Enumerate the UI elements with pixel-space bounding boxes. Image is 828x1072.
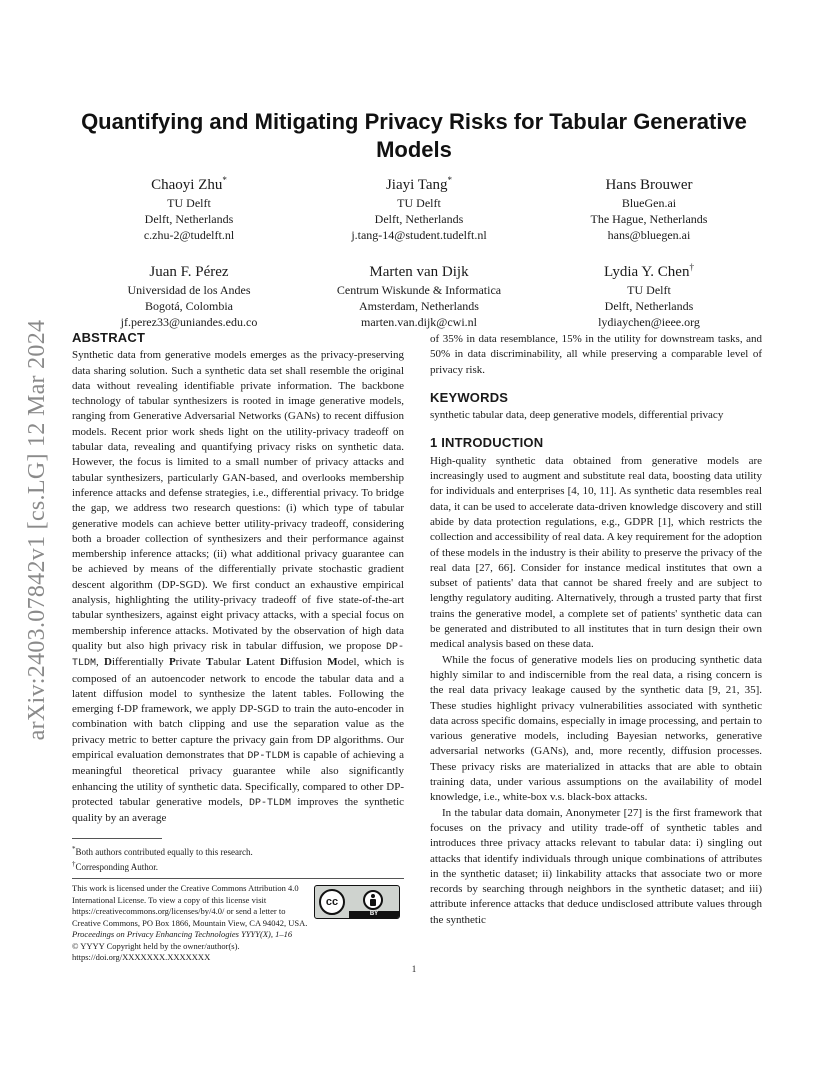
author-location: Delft, Netherlands (374, 212, 464, 226)
author-card (304, 257, 534, 330)
author-email: hans@bluegen.ai (607, 228, 691, 242)
license-text: This work is licensed under the Creative Commons Attribution 4.0 International License. To view a copy of this license visit https://creativecommons.org/licenses/by/4.0/ or send a letter to Creative Commons, PO Box 1866, Mountain View, CA 94042, USA. (72, 883, 308, 928)
author-name: Marten van Dijk (369, 264, 469, 280)
author-location: The Hague, Netherlands (590, 212, 708, 226)
author-affiliation: TU Delft (627, 283, 671, 297)
doi-link[interactable]: https://doi.org/XXXXXXX.XXXXXXX (72, 952, 211, 962)
author-email: marten.van.dijk@cwi.nl (360, 315, 478, 329)
keywords-heading: KEYWORDS (430, 389, 509, 405)
author-location: Amsterdam, Netherlands (359, 299, 479, 313)
left-column (72, 330, 404, 827)
author-location: Bogotá, Colombia (145, 299, 233, 313)
author-name: Chaoyi Zhu* (151, 175, 227, 193)
abstract-continuation: of 35% in data resemblance, 15% in the utility for downstream tasks, and 50% in data discriminability, all while preserving a comparable level of privacy risk. (430, 333, 762, 376)
author-email: jf.perez33@uniandes.edu.co (120, 315, 258, 329)
author-location: Delft, Netherlands (144, 212, 234, 226)
abstract-heading: ABSTRACT (72, 330, 146, 345)
author-name: Hans Brouwer (605, 177, 693, 193)
author-affiliation: TU Delft (167, 196, 211, 210)
author-card (534, 257, 764, 330)
author-email: j.tang-14@student.tudelft.nl (351, 228, 487, 242)
author-card (534, 170, 764, 243)
author-affiliation: TU Delft (397, 196, 441, 210)
author-card (74, 170, 304, 243)
paper-title: Quantifying and Mitigating Privacy Risks for Tabular Generative Models (81, 109, 747, 162)
model-name: DP-TLDM (247, 751, 290, 763)
proceedings-line: Proceedings on Privacy Enhancing Technologies YYYY(X), 1–16 (72, 929, 293, 939)
model-name: DP-TLDM (72, 641, 404, 670)
license-block (72, 878, 404, 964)
author-card (74, 257, 304, 330)
intro-paragraph: High-quality synthetic data obtained from generative models are increasingly used to augment and substitute real data, boosting data utility for individuals and enterprises [4, 10, 11]. As synthetic data resembles real data, it can be used to accelerate data-driven knowledge discovery and still abide by data protection regulations, e.g., GDPR [1], which restricts the collection and accessibility of real data. A key requirement for the adoption of these models in the industry is their ability to preserve the privacy of the real data [27, 66]. Consider for instance medical institutes that own a subset of patients' data that cannot be shared freely and are subject to lengthy regulatory auditing. Alternatively, through a trusted party that first trains the generative model, a complete set of patients' synthetic data can be generated and distributed to all institutes that in turn design their own medical analysis based on these data. (430, 454, 762, 651)
cc-by-badge-icon: cc BY (314, 885, 400, 919)
author-name: Jiayi Tang* (385, 175, 453, 193)
footnote-equal-contribution: *Both authors contributed equally to this research. (72, 845, 253, 857)
author-block (74, 170, 764, 330)
author-card (304, 170, 534, 243)
author-email: c.zhu-2@tudelft.nl (143, 228, 235, 242)
author-location: Delft, Netherlands (604, 299, 694, 313)
author-affiliation: BlueGen.ai (621, 196, 677, 210)
abstract-text: Synthetic data from generative models emerges as the privacy-preserving data sharing solution. Such a synthetic data set shall resemble the original data without revealing identifiable private information. The backbone technology of tabular synthesizers is rooted in image generative models, ranging from Generative Adversarial Networks (GANs) to recent diffusion models. Recent prior work sheds light on the utility-privacy tradeoff on tabular data, revealing and quantifying privacy risks on synthetic data. However, the focus is limited to a small number of privacy attacks and tabular synthesizers, particularly GAN-based, and overlooks membership inference attacks and defense strategies, i.e., differential privacy. To bridge the gap, we address two research questions: (i) which type of tabular generative models can achieve better utility-privacy tradeoff, considering both a broader collection of synthesizers and their performance against membership inference attacks; (ii) what additional privacy guarantee can be achieved by means of the differentially private stochastic gradient descent algorithm (DP-SGD). We first conduct an exhaustive empirical analysis, highlighting the utility-privacy tradeoff of five state-of-the-art tabular synthesizers, against eight privacy attacks, with a special focus on membership inference attacks. Motivated by the observation of high data quality but also high privacy risk in tabular diffusion, we propose DP-TLDM, Differentially Private Tabular Latent Diffusion Model, which is composed of an autoencoder network to encode the tabular data and a latent diffusion model to synthesize the latent tables. Following the emerging f-DP framework, we apply DP-SGD to train the auto-encoder in combination with batch clipping and use the separation value as the privacy metric to better capture the privacy gain from DP algorithms. Our empirical evaluation demonstrates that DP-TLDM is capable of achieving a meaningful theoretical privacy guarantee while also significantly enhancing the utility of synthetic data. Specifically, compared to other DP-protected tabular generative models, DP-TLDM improves the synthetic quality by an average (72, 349, 405, 825)
arxiv-identifier: arXiv:2403.07842v1 [cs.LG] 12 Mar 2024 (24, 319, 50, 741)
author-affiliation: Universidad de los Andes (127, 283, 251, 297)
intro-paragraph: In the tabular data domain, Anonymeter [27] is the first framework that focuses on the privacy and utility trade-off of synthetic tables and introduces three privacy attacks relevant to tabular data: i) singling out attacks that identify individuals through unique combinations of attributes in the synthetic dataset; ii) linkability attacks that associate two or more records by searching through neighbors in the synthetic dataset; and iii) attribute inference attacks that deduce undisclosed attribute values through the synthetic (430, 806, 762, 926)
right-column (430, 332, 762, 928)
footnotes (72, 838, 404, 873)
page-number: 1 (411, 964, 417, 974)
model-name: DP-TLDM (249, 797, 292, 809)
footnote-corresponding: †Corresponding Author. (72, 860, 158, 872)
intro-paragraph: While the focus of generative models lies on producing synthetic data highly similar to and indiscernible from the real data, a rising concern is the real data privacy leakage caused by the synthetic data [9, 21, 35]. These studies highlight privacy vulnerabilities associated with synthetic data across specific domains, especially in image processing, and pertain to various generative models, including Bayesian networks, generative adversarial networks (GANs), and, more recently, diffusion processes. These privacy risks are materialized in attacks that are able to obtain training data, under various assumptions on the availability of model knowledge, i.e., white-box v.s. black-box attacks. (430, 653, 762, 804)
author-email: lydiaychen@ieee.org (598, 315, 700, 329)
copyright-line: © YYYY Copyright held by the owner/author(s). (72, 940, 240, 951)
model-expansion: Differentially Private Tabular Latent Diffusion Model (104, 656, 357, 669)
author-affiliation: Centrum Wiskunde & Informatica (336, 283, 502, 297)
author-name: Juan F. Pérez (149, 264, 229, 280)
introduction-heading: 1 INTRODUCTION (430, 435, 544, 451)
author-name: Lydia Y. Chen† (604, 262, 694, 280)
keywords-text: synthetic tabular data, deep generative models, differential privacy (430, 409, 724, 422)
